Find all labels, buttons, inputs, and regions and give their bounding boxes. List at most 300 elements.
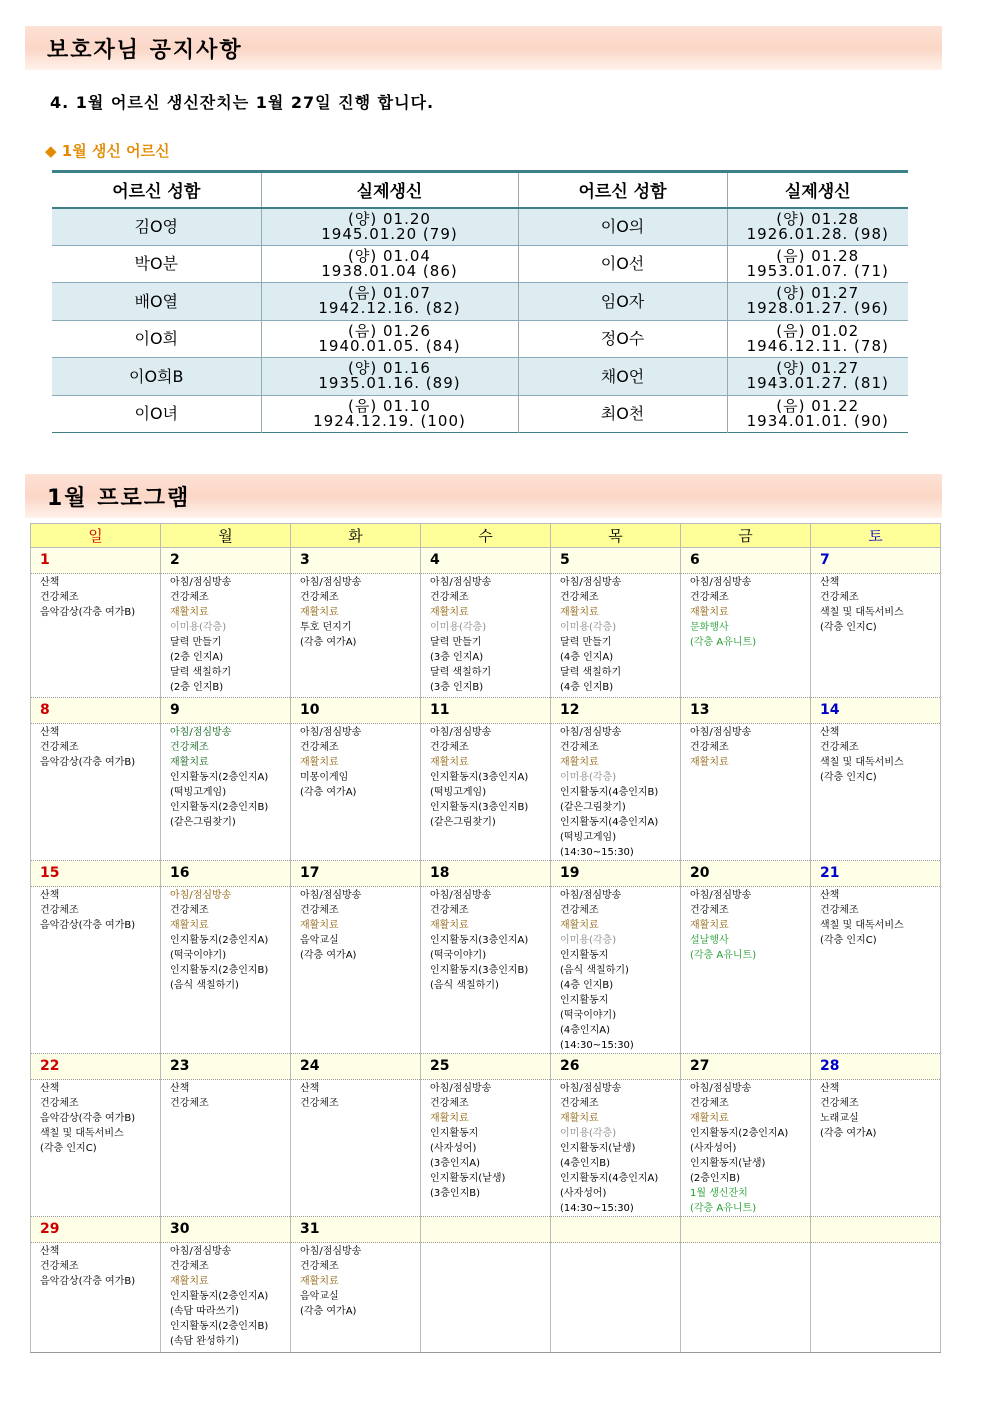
date-number: 20 xyxy=(681,861,811,887)
activity-item: 인지활동지(4층인지A) xyxy=(560,817,659,828)
day-activities xyxy=(161,887,291,1054)
activity-item: 건강체조 xyxy=(300,1261,339,1272)
activity-item: 산책 xyxy=(820,890,840,901)
activity-row xyxy=(31,1243,941,1353)
activity-item: 인지활동지(2층인지A) xyxy=(170,1291,269,1302)
birthday-row xyxy=(52,283,908,321)
date-number: 19 xyxy=(551,861,681,887)
activity-item: (2층 인지A) xyxy=(170,652,224,663)
activity-item: 아침/점심방송 xyxy=(430,577,492,588)
activity-item: 건강체조 xyxy=(560,742,599,753)
birthday-lunar: (음) 01.26 xyxy=(348,321,431,340)
date-number: 29 xyxy=(31,1217,161,1243)
activity-item: 달력 만들기 xyxy=(430,637,482,648)
birthday-full-date: 1935.01.16. (89) xyxy=(318,374,461,393)
activity-item: 건강체조 xyxy=(690,905,729,916)
date-number: 9 xyxy=(161,698,291,724)
activity-item: 설날행사 xyxy=(690,935,729,946)
activity-item: 건강체조 xyxy=(300,905,339,916)
activity-item: 아침/점심방송 xyxy=(170,577,232,588)
activity-item: 산책 xyxy=(40,727,60,738)
activity-item: 건강체조 xyxy=(560,905,599,916)
day-activities xyxy=(291,724,421,861)
day-activities xyxy=(31,574,161,698)
program-title: 1월 프로그램 xyxy=(47,486,191,511)
date-number xyxy=(421,1217,551,1243)
activity-item: 색칠 및 대독서비스 xyxy=(820,757,904,768)
activity-item: 건강체조 xyxy=(300,592,339,603)
activity-item: 달력 색칠하기 xyxy=(430,667,492,678)
activity-item: (2층 인지B) xyxy=(170,682,224,693)
activity-item: (떡국이야기) xyxy=(170,950,227,961)
activity-item: 건강체조 xyxy=(430,742,469,753)
birthday-row xyxy=(52,395,908,433)
birthday-full-date: 1934.01.01. (90) xyxy=(746,411,889,430)
date-number: 21 xyxy=(811,861,941,887)
activity-item: (같은그림찾기) xyxy=(170,817,236,828)
activity-item: (각층 A유니트) xyxy=(690,1203,757,1214)
activity-item: 산책 xyxy=(820,577,840,588)
activity-item: 건강체조 xyxy=(170,905,209,916)
birthday-lunar: (양) 01.16 xyxy=(348,359,431,378)
activity-item: 음악감상(각층 여가B) xyxy=(40,1276,136,1287)
birthday-cell xyxy=(727,358,908,396)
elder-name: 박O분 xyxy=(52,245,261,283)
activity-item: 재활치료 xyxy=(690,920,729,931)
activity-item: 아침/점심방송 xyxy=(430,727,492,738)
activity-row xyxy=(31,724,941,861)
weekday-sat: 토 xyxy=(811,524,941,548)
activity-item: 산책 xyxy=(170,1083,190,1094)
date-row xyxy=(31,861,941,887)
day-activities xyxy=(421,1080,551,1217)
day-activities xyxy=(681,574,811,698)
activity-item: 건강체조 xyxy=(40,592,79,603)
activity-item: 인지활동지(2층인지B) xyxy=(170,965,269,976)
activity-item: 아침/점심방송 xyxy=(690,577,752,588)
birthday-cell xyxy=(261,208,518,246)
header-name: 어르신 성함 xyxy=(518,172,727,208)
activity-item: (4층 인지B) xyxy=(560,980,614,991)
activity-item: 건강체조 xyxy=(820,742,859,753)
activity-item: 건강체조 xyxy=(690,1098,729,1109)
activity-item: 아침/점심방송 xyxy=(300,890,362,901)
activity-item: 건강체조 xyxy=(430,592,469,603)
header-birthday: 실제생신 xyxy=(727,172,908,208)
activity-item: 건강체조 xyxy=(430,1098,469,1109)
birthday-cell xyxy=(261,320,518,358)
activity-item: 미몽이게임 xyxy=(300,772,349,783)
birthday-lunar: (양) 01.20 xyxy=(348,209,431,228)
birthday-lunar: (음) 01.10 xyxy=(348,396,431,415)
activity-item: (사자성어) xyxy=(560,1188,607,1199)
birthday-full-date: 1943.01.27. (81) xyxy=(746,374,889,393)
elder-name: 이O의 xyxy=(518,208,727,246)
activity-item: (14:30~15:30) xyxy=(560,1040,634,1051)
activity-item: 색칠 및 대독서비스 xyxy=(820,920,904,931)
birthday-full-date: 1946.12.11. (78) xyxy=(746,336,889,355)
header-birthday: 실제생신 xyxy=(261,172,518,208)
birthday-row xyxy=(52,358,908,396)
activity-item: (같은그림찾기) xyxy=(560,802,626,813)
activity-item: 이미용(각층) xyxy=(560,622,617,633)
activity-item: (3층인지A) xyxy=(430,1158,480,1169)
activity-item: 아침/점심방송 xyxy=(560,1083,622,1094)
activity-item: 건강체조 xyxy=(820,1098,859,1109)
elder-name: 배O열 xyxy=(52,283,261,321)
activity-item: 아침/점심방송 xyxy=(300,727,362,738)
birthday-full-date: 1928.01.27. (96) xyxy=(746,299,889,318)
activity-item: 달력 색칠하기 xyxy=(170,667,232,678)
birthday-full-date: 1942.12.16. (82) xyxy=(318,299,461,318)
date-number xyxy=(811,1217,941,1243)
day-activities xyxy=(31,1080,161,1217)
activity-item: 아침/점심방송 xyxy=(430,1083,492,1094)
activity-item: 건강체조 xyxy=(170,742,209,753)
activity-item: (떡빙고게임) xyxy=(560,832,617,843)
activity-item: 인지활동지(4층인지B) xyxy=(560,787,659,798)
birthday-row xyxy=(52,245,908,283)
activity-item: (14:30~15:30) xyxy=(560,847,634,858)
activity-item: 음악감상(각층 여가B) xyxy=(40,920,136,931)
activity-row xyxy=(31,887,941,1054)
activity-item: 문화행사 xyxy=(690,622,729,633)
elder-name: 김O영 xyxy=(52,208,261,246)
activity-item: 노래교실 xyxy=(820,1113,859,1124)
date-number: 10 xyxy=(291,698,421,724)
elder-name: 이O희B xyxy=(52,358,261,396)
date-number: 16 xyxy=(161,861,291,887)
activity-item: 재활치료 xyxy=(300,920,339,931)
activity-item: 인지활동지 xyxy=(430,1128,479,1139)
activity-item: 재활치료 xyxy=(430,607,469,618)
day-activities xyxy=(681,887,811,1054)
activity-item: 아침/점심방송 xyxy=(690,1083,752,1094)
activity-item: 인지활동지(2층인지A) xyxy=(170,935,269,946)
activity-item: 인지활동지(3층인지A) xyxy=(430,935,529,946)
day-activities xyxy=(551,574,681,698)
activity-item: 인지활동지(낱생) xyxy=(560,1143,636,1154)
day-activities xyxy=(811,887,941,1054)
activity-item: 재활치료 xyxy=(430,757,469,768)
activity-item: (각층 A유니트) xyxy=(690,950,757,961)
activity-item: 건강체조 xyxy=(170,1261,209,1272)
elder-name: 임O자 xyxy=(518,283,727,321)
activity-item: 재활치료 xyxy=(560,757,599,768)
activity-item: 재활치료 xyxy=(170,1276,209,1287)
birthday-cell xyxy=(727,320,908,358)
birthday-cell xyxy=(261,358,518,396)
activity-item: 재활치료 xyxy=(170,757,209,768)
day-activities xyxy=(811,1080,941,1217)
activity-item: 건강체조 xyxy=(40,1261,79,1272)
notice-banner xyxy=(25,26,942,70)
activity-item: 건강체조 xyxy=(560,1098,599,1109)
activity-item: (각층 인지C) xyxy=(820,622,877,633)
activity-item: 재활치료 xyxy=(300,607,339,618)
activity-item: 음악감상(각층 여가B) xyxy=(40,757,136,768)
activity-item: (각층 A유니트) xyxy=(690,637,757,648)
activity-item: (4층인지B) xyxy=(560,1158,611,1169)
day-activities xyxy=(421,1243,551,1353)
activity-row xyxy=(31,1080,941,1217)
activity-item: (떡빙고게임) xyxy=(170,787,227,798)
activity-item: 음악교실 xyxy=(300,1291,339,1302)
date-number: 23 xyxy=(161,1054,291,1080)
activity-item: 산책 xyxy=(40,577,60,588)
date-row xyxy=(31,1217,941,1243)
weekday-tue: 화 xyxy=(291,524,421,548)
day-activities xyxy=(681,1080,811,1217)
activity-item: 건강체조 xyxy=(170,1098,209,1109)
day-activities xyxy=(291,574,421,698)
birthday-lunar: (음) 01.07 xyxy=(348,284,431,303)
activity-item: 인지활동지(2층인지B) xyxy=(170,1321,269,1332)
activity-item: 건강체조 xyxy=(300,1098,339,1109)
activity-item: 이미용(각층) xyxy=(430,622,487,633)
birthday-cell xyxy=(261,245,518,283)
date-number: 5 xyxy=(551,548,681,574)
notice-title: 보호자님 공지사항 xyxy=(47,38,243,63)
birthday-row xyxy=(52,320,908,358)
day-activities xyxy=(291,887,421,1054)
birthday-full-date: 1938.01.04 (86) xyxy=(321,261,458,280)
activity-item: 아침/점심방송 xyxy=(430,890,492,901)
date-row xyxy=(31,548,941,574)
elder-name: 이O희 xyxy=(52,320,261,358)
activity-item: 음악감상(각층 여가B) xyxy=(40,607,136,618)
activity-item: 재활치료 xyxy=(300,757,339,768)
activity-item: (떡빙고게임) xyxy=(430,787,487,798)
activity-item: (각층 인지C) xyxy=(820,935,877,946)
birthday-cell xyxy=(727,395,908,433)
activity-item: (4층인지A) xyxy=(560,1025,610,1036)
date-number: 6 xyxy=(681,548,811,574)
activity-item: 산책 xyxy=(820,727,840,738)
activity-item: 아침/점심방송 xyxy=(690,890,752,901)
activity-item: (음식 색칠하기) xyxy=(170,980,239,991)
header-name: 어르신 성함 xyxy=(52,172,261,208)
activity-item: 색칠 및 대독서비스 xyxy=(40,1128,124,1139)
date-number: 7 xyxy=(811,548,941,574)
date-number xyxy=(681,1217,811,1243)
birthday-full-date: 1924.12.19. (100) xyxy=(313,411,466,430)
elder-name: 이O녀 xyxy=(52,395,261,433)
birthday-cell xyxy=(727,208,908,246)
day-activities xyxy=(161,724,291,861)
day-activities xyxy=(681,1243,811,1353)
day-activities xyxy=(31,887,161,1054)
activity-item: 아침/점심방송 xyxy=(300,1246,362,1257)
elder-name: 정O수 xyxy=(518,320,727,358)
day-activities xyxy=(811,724,941,861)
activity-item: 건강체조 xyxy=(40,905,79,916)
day-activities xyxy=(551,1080,681,1217)
activity-item: (같은그림찾기) xyxy=(430,817,496,828)
activity-item: 아침/점심방송 xyxy=(300,577,362,588)
birthday-full-date: 1945.01.20 (79) xyxy=(321,224,458,243)
activity-item: (각층 인지C) xyxy=(820,772,877,783)
elder-name: 이O선 xyxy=(518,245,727,283)
activity-item: 산책 xyxy=(820,1083,840,1094)
activity-item: 재활치료 xyxy=(430,920,469,931)
elder-name: 최O천 xyxy=(518,395,727,433)
day-activities xyxy=(291,1243,421,1353)
weekday-thu: 목 xyxy=(551,524,681,548)
activity-item: 음악교실 xyxy=(300,935,339,946)
day-activities xyxy=(31,1243,161,1353)
birthday-cell xyxy=(727,245,908,283)
date-number: 18 xyxy=(421,861,551,887)
activity-item: 건강체조 xyxy=(300,742,339,753)
activity-item: 재활치료 xyxy=(560,920,599,931)
day-activities xyxy=(161,1080,291,1217)
weekday-fri: 금 xyxy=(681,524,811,548)
weekday-mon: 월 xyxy=(161,524,291,548)
activity-item: 건강체조 xyxy=(690,742,729,753)
activity-item: (떡국이야기) xyxy=(430,950,487,961)
activity-item: (사자성어) xyxy=(690,1143,737,1154)
birthday-lunar: (음) 01.02 xyxy=(776,321,860,340)
activity-item: (음식 색칠하기) xyxy=(430,980,499,991)
activity-item: 산책 xyxy=(40,1246,60,1257)
day-activities xyxy=(551,887,681,1054)
activity-item: 이미용(각층) xyxy=(560,1128,617,1139)
date-number: 17 xyxy=(291,861,421,887)
activity-item: 재활치료 xyxy=(690,757,729,768)
day-activities xyxy=(551,1243,681,1353)
date-number: 4 xyxy=(421,548,551,574)
birthday-lunar: (음) 01.22 xyxy=(776,396,860,415)
activity-item: 인지활동지(낱생) xyxy=(430,1173,506,1184)
date-number: 1 xyxy=(31,548,161,574)
activity-item: (떡국이야기) xyxy=(560,1010,617,1021)
date-number: 15 xyxy=(31,861,161,887)
date-number: 25 xyxy=(421,1054,551,1080)
activity-item: 아침/점심방송 xyxy=(170,1246,232,1257)
activity-item: (각층 여가A) xyxy=(300,1306,357,1317)
day-activities xyxy=(421,887,551,1054)
activity-item: (3층인지B) xyxy=(430,1188,481,1199)
activity-item: 건강체조 xyxy=(170,592,209,603)
date-number: 24 xyxy=(291,1054,421,1080)
activity-item: (3층 인지B) xyxy=(430,682,484,693)
activity-item: (14:30~15:30) xyxy=(560,1203,634,1214)
birthday-lunar: (양) 01.27 xyxy=(776,359,860,378)
weekday-wed: 수 xyxy=(421,524,551,548)
activity-item: 재활치료 xyxy=(170,607,209,618)
day-activities xyxy=(551,724,681,861)
activity-item: 산책 xyxy=(40,890,60,901)
day-activities xyxy=(681,724,811,861)
activity-item: (속담 따라쓰기) xyxy=(170,1306,239,1317)
birthday-lunar: (양) 01.04 xyxy=(348,246,431,265)
activity-item: 인지활동지(2층인지A) xyxy=(690,1128,789,1139)
birthday-heading: ◆ 1월 생신 어르신 xyxy=(45,142,170,160)
birthday-lunar: (양) 01.27 xyxy=(776,284,860,303)
day-activities xyxy=(291,1080,421,1217)
activity-item: (각층 여가A) xyxy=(300,787,357,798)
activity-item: 인지활동지(4층인지A) xyxy=(560,1173,659,1184)
birthday-header-row xyxy=(52,172,908,208)
activity-item: 건강체조 xyxy=(820,592,859,603)
date-number: 31 xyxy=(291,1217,421,1243)
birthday-cell xyxy=(261,395,518,433)
activity-item: (4층 인지B) xyxy=(560,682,614,693)
activity-item: 이미용(각층) xyxy=(560,772,617,783)
activity-item: 산책 xyxy=(300,1083,320,1094)
activity-item: 재활치료 xyxy=(170,920,209,931)
activity-item: (2층인지B) xyxy=(690,1173,741,1184)
activity-item: (속담 완성하기) xyxy=(170,1336,239,1347)
activity-item: 아침/점심방송 xyxy=(560,890,622,901)
activity-item: 건강체조 xyxy=(820,905,859,916)
activity-item: (각층 인지C) xyxy=(40,1143,97,1154)
date-number: 27 xyxy=(681,1054,811,1080)
activity-item: 1월 생신잔치 xyxy=(690,1188,748,1199)
activity-item: (각층 여가A) xyxy=(300,637,357,648)
date-row xyxy=(31,1054,941,1080)
activity-item: 건강체조 xyxy=(430,905,469,916)
activity-item: (각층 여가A) xyxy=(820,1128,877,1139)
date-number: 28 xyxy=(811,1054,941,1080)
activity-item: 건강체조 xyxy=(690,592,729,603)
day-activities xyxy=(421,574,551,698)
activity-item: 투호 던지기 xyxy=(300,622,352,633)
activity-item: 달력 만들기 xyxy=(170,637,222,648)
date-number: 8 xyxy=(31,698,161,724)
program-calendar xyxy=(30,523,941,1353)
date-number: 13 xyxy=(681,698,811,724)
birthday-full-date: 1926.01.28. (98) xyxy=(746,224,889,243)
activity-item: 아침/점심방송 xyxy=(560,727,622,738)
activity-item: 재활치료 xyxy=(300,1276,339,1287)
date-number: 11 xyxy=(421,698,551,724)
activity-item: 건강체조 xyxy=(560,592,599,603)
activity-item: 음악감상(각층 여가B) xyxy=(40,1113,136,1124)
activity-item: 인지활동지(3층인지B) xyxy=(430,965,529,976)
day-activities xyxy=(161,574,291,698)
day-activities xyxy=(811,574,941,698)
activity-item: (사자성어) xyxy=(430,1143,477,1154)
activity-item: 인지활동지(2층인지B) xyxy=(170,802,269,813)
birthday-row xyxy=(52,208,908,246)
activity-item: 재활치료 xyxy=(430,1113,469,1124)
birthday-table xyxy=(52,170,908,433)
birthday-cell xyxy=(261,283,518,321)
activity-item: 건강체조 xyxy=(40,1098,79,1109)
date-number: 22 xyxy=(31,1054,161,1080)
activity-item: 이미용(각층) xyxy=(560,935,617,946)
birthday-cell xyxy=(727,283,908,321)
activity-item: 아침/점심방송 xyxy=(170,727,232,738)
activity-item: 인지활동지 xyxy=(560,950,609,961)
activity-item: (3층 인지A) xyxy=(430,652,484,663)
day-activities xyxy=(811,1243,941,1353)
activity-item: 재활치료 xyxy=(690,607,729,618)
date-row xyxy=(31,698,941,724)
activity-item: 아침/점심방송 xyxy=(560,577,622,588)
birthday-full-date: 1953.01.07. (71) xyxy=(746,261,889,280)
date-number: 30 xyxy=(161,1217,291,1243)
activity-row xyxy=(31,574,941,698)
day-activities xyxy=(31,724,161,861)
activity-item: 인지활동지(3층인지A) xyxy=(430,772,529,783)
activity-item: 재활치료 xyxy=(560,607,599,618)
weekday-sun: 일 xyxy=(31,524,161,548)
date-number: 26 xyxy=(551,1054,681,1080)
date-number: 3 xyxy=(291,548,421,574)
